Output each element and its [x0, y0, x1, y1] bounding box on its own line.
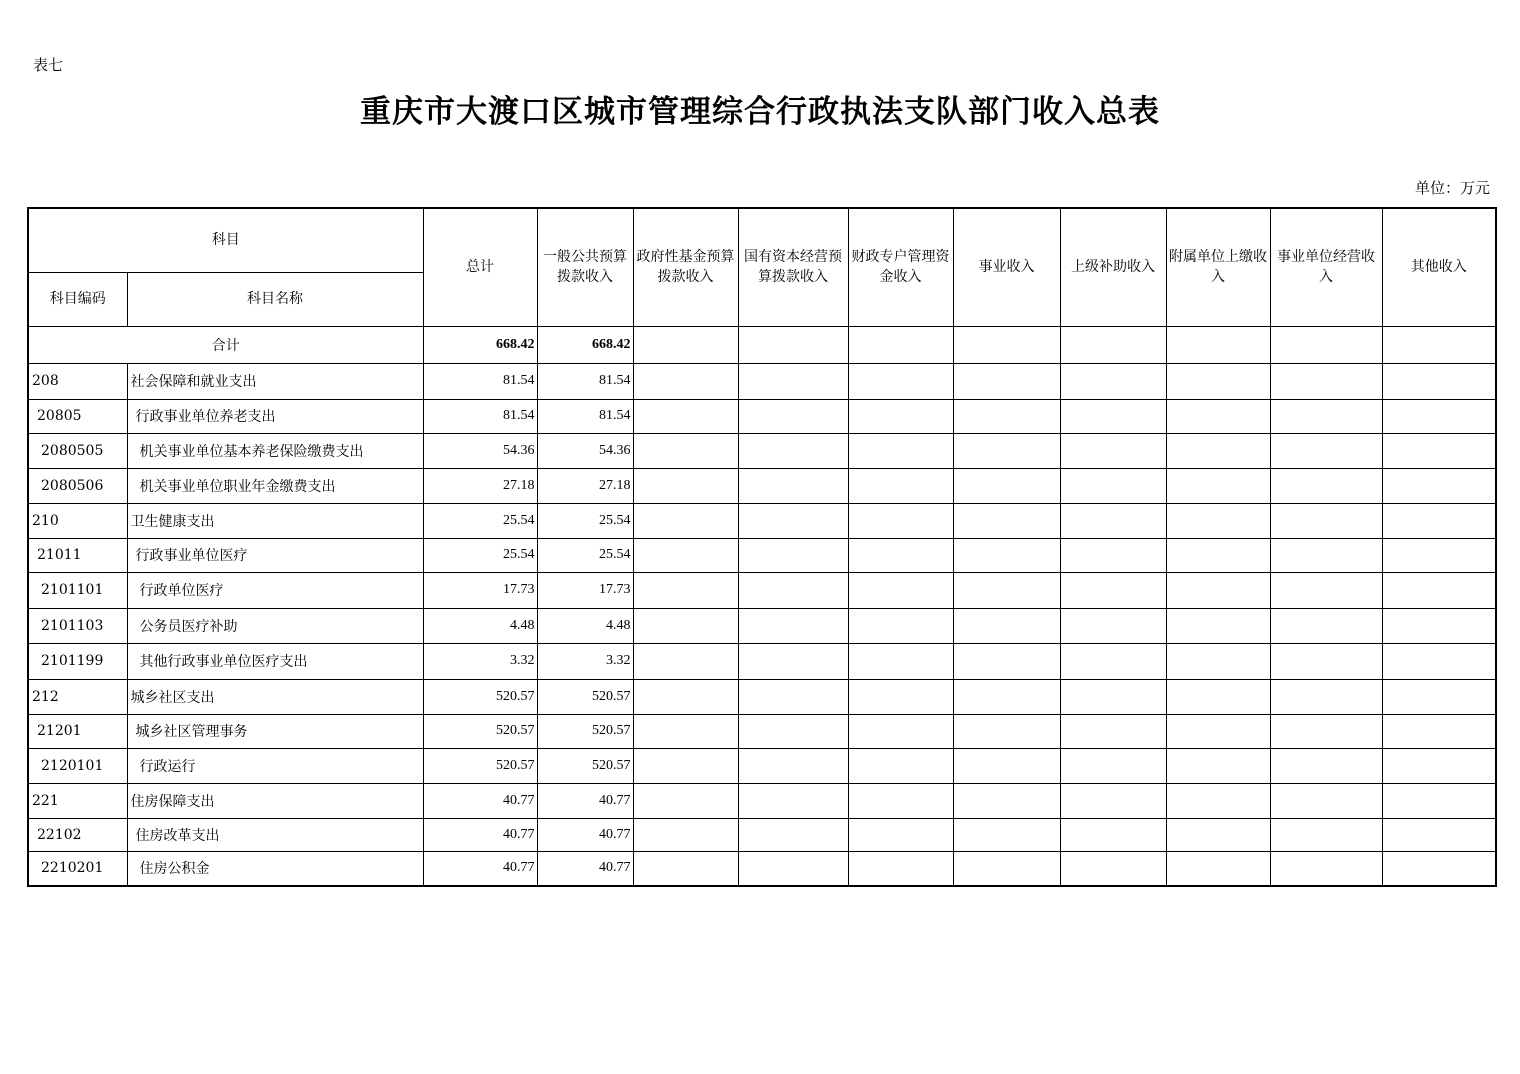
total-row	[28, 326, 1496, 363]
empty-cell	[1382, 608, 1496, 643]
empty-cell	[1166, 363, 1270, 399]
row-total: 81.54	[423, 363, 537, 399]
empty-cell	[953, 433, 1060, 468]
empty-cell	[1382, 399, 1496, 433]
empty-cell	[953, 608, 1060, 643]
empty-cell	[1166, 503, 1270, 538]
empty-cell	[1166, 538, 1270, 572]
empty-cell	[1270, 468, 1382, 503]
empty-cell	[1060, 679, 1166, 714]
header-superior-subsidy: 上级补助收入	[1060, 208, 1166, 326]
row-total: 25.54	[423, 538, 537, 572]
table-row	[28, 851, 1496, 886]
empty-cell	[633, 326, 738, 363]
empty-cell	[633, 468, 738, 503]
row-name: 行政单位医疗	[127, 572, 423, 608]
income-summary-table	[27, 207, 1497, 887]
header-operating-income: 事业单位经营收入	[1270, 208, 1382, 326]
page-title: 重庆市大渡口区城市管理综合行政执法支队部门收入总表	[360, 94, 1160, 130]
row-total: 520.57	[423, 714, 537, 748]
empty-cell	[1060, 783, 1166, 818]
header-subject: 科目	[28, 208, 423, 272]
total-label: 合计	[28, 326, 423, 363]
empty-cell	[1382, 468, 1496, 503]
table-row	[28, 748, 1496, 783]
empty-cell	[1060, 503, 1166, 538]
empty-cell	[1270, 608, 1382, 643]
row-name: 机关事业单位基本养老保险缴费支出	[127, 433, 423, 468]
empty-cell	[953, 783, 1060, 818]
empty-cell	[738, 399, 848, 433]
empty-cell	[1166, 326, 1270, 363]
empty-cell	[848, 783, 953, 818]
empty-cell	[738, 851, 848, 886]
header-code: 科目编码	[28, 272, 127, 326]
empty-cell	[953, 503, 1060, 538]
table-row	[28, 679, 1496, 714]
empty-cell	[848, 363, 953, 399]
empty-cell	[633, 363, 738, 399]
row-name: 其他行政事业单位医疗支出	[127, 643, 423, 679]
empty-cell	[738, 748, 848, 783]
empty-cell	[1060, 643, 1166, 679]
empty-cell	[953, 326, 1060, 363]
empty-cell	[633, 433, 738, 468]
header-name: 科目名称	[127, 272, 423, 326]
row-general-budget: 40.77	[537, 851, 633, 886]
table-label: 表七	[33, 56, 64, 74]
empty-cell	[633, 679, 738, 714]
empty-cell	[633, 714, 738, 748]
row-total: 25.54	[423, 503, 537, 538]
empty-cell	[848, 468, 953, 503]
empty-cell	[1166, 433, 1270, 468]
empty-cell	[738, 503, 848, 538]
empty-cell	[1270, 326, 1382, 363]
total-total: 668.42	[423, 326, 537, 363]
row-code: 2080505	[28, 433, 127, 468]
empty-cell	[848, 748, 953, 783]
row-general-budget: 520.57	[537, 748, 633, 783]
empty-cell	[848, 714, 953, 748]
empty-cell	[1270, 538, 1382, 572]
empty-cell	[1270, 783, 1382, 818]
empty-cell	[953, 572, 1060, 608]
empty-cell	[1270, 399, 1382, 433]
empty-cell	[1166, 783, 1270, 818]
empty-cell	[1382, 503, 1496, 538]
row-name: 公务员医疗补助	[127, 608, 423, 643]
empty-cell	[1166, 818, 1270, 851]
table-row	[28, 643, 1496, 679]
table-row	[28, 433, 1496, 468]
row-general-budget: 27.18	[537, 468, 633, 503]
table-row	[28, 538, 1496, 572]
row-general-budget: 40.77	[537, 783, 633, 818]
table-row	[28, 468, 1496, 503]
row-general-budget: 3.32	[537, 643, 633, 679]
empty-cell	[848, 572, 953, 608]
empty-cell	[738, 363, 848, 399]
empty-cell	[848, 643, 953, 679]
empty-cell	[953, 851, 1060, 886]
empty-cell	[1382, 572, 1496, 608]
row-total: 520.57	[423, 679, 537, 714]
empty-cell	[848, 503, 953, 538]
empty-cell	[633, 399, 738, 433]
empty-cell	[1060, 748, 1166, 783]
empty-cell	[738, 608, 848, 643]
empty-cell	[848, 608, 953, 643]
empty-cell	[1382, 679, 1496, 714]
row-total: 4.48	[423, 608, 537, 643]
total-general-budget: 668.42	[537, 326, 633, 363]
empty-cell	[633, 818, 738, 851]
empty-cell	[953, 679, 1060, 714]
row-total: 17.73	[423, 572, 537, 608]
row-general-budget: 25.54	[537, 503, 633, 538]
row-total: 54.36	[423, 433, 537, 468]
empty-cell	[848, 399, 953, 433]
row-name: 住房改革支出	[127, 818, 423, 851]
empty-cell	[633, 851, 738, 886]
empty-cell	[1166, 748, 1270, 783]
empty-cell	[1270, 714, 1382, 748]
row-code: 2080506	[28, 468, 127, 503]
empty-cell	[1382, 326, 1496, 363]
empty-cell	[1060, 538, 1166, 572]
empty-cell	[738, 643, 848, 679]
header-state-capital: 国有资本经营预算拨款收入	[738, 208, 848, 326]
row-general-budget: 4.48	[537, 608, 633, 643]
header-gov-fund: 政府性基金预算拨款收入	[633, 208, 738, 326]
row-code: 2101103	[28, 608, 127, 643]
empty-cell	[1382, 851, 1496, 886]
row-name: 行政事业单位养老支出	[127, 399, 423, 433]
row-general-budget: 520.57	[537, 679, 633, 714]
empty-cell	[633, 783, 738, 818]
empty-cell	[1270, 818, 1382, 851]
row-name: 住房保障支出	[127, 783, 423, 818]
empty-cell	[1382, 714, 1496, 748]
empty-cell	[633, 748, 738, 783]
empty-cell	[1060, 851, 1166, 886]
empty-cell	[633, 503, 738, 538]
table-row	[28, 399, 1496, 433]
empty-cell	[1270, 363, 1382, 399]
empty-cell	[1166, 468, 1270, 503]
empty-cell	[738, 468, 848, 503]
empty-cell	[1270, 643, 1382, 679]
row-general-budget: 81.54	[537, 363, 633, 399]
row-code: 2101101	[28, 572, 127, 608]
header-business-income: 事业收入	[953, 208, 1060, 326]
row-total: 3.32	[423, 643, 537, 679]
empty-cell	[738, 783, 848, 818]
empty-cell	[1270, 433, 1382, 468]
empty-cell	[953, 399, 1060, 433]
empty-cell	[1060, 399, 1166, 433]
empty-cell	[1166, 851, 1270, 886]
empty-cell	[848, 326, 953, 363]
row-total: 81.54	[423, 399, 537, 433]
empty-cell	[848, 679, 953, 714]
header-affiliated-units: 附属单位上缴收入	[1166, 208, 1270, 326]
row-general-budget: 17.73	[537, 572, 633, 608]
empty-cell	[848, 538, 953, 572]
row-code: 21011	[28, 538, 127, 572]
empty-cell	[1166, 643, 1270, 679]
row-general-budget: 25.54	[537, 538, 633, 572]
empty-cell	[848, 433, 953, 468]
empty-cell	[953, 714, 1060, 748]
header-other-income: 其他收入	[1382, 208, 1496, 326]
empty-cell	[738, 326, 848, 363]
empty-cell	[1382, 818, 1496, 851]
empty-cell	[1270, 503, 1382, 538]
row-code: 221	[28, 783, 127, 818]
row-total: 40.77	[423, 783, 537, 818]
empty-cell	[738, 679, 848, 714]
empty-cell	[1270, 851, 1382, 886]
row-name: 卫生健康支出	[127, 503, 423, 538]
row-code: 208	[28, 363, 127, 399]
row-code: 2120101	[28, 748, 127, 783]
empty-cell	[633, 538, 738, 572]
row-general-budget: 81.54	[537, 399, 633, 433]
empty-cell	[633, 572, 738, 608]
empty-cell	[1060, 818, 1166, 851]
empty-cell	[848, 851, 953, 886]
row-total: 27.18	[423, 468, 537, 503]
empty-cell	[953, 643, 1060, 679]
empty-cell	[738, 572, 848, 608]
empty-cell	[1060, 714, 1166, 748]
empty-cell	[1270, 748, 1382, 783]
row-name: 行政运行	[127, 748, 423, 783]
header-general-budget: 一般公共预算拨款收入	[537, 208, 633, 326]
table-row	[28, 503, 1496, 538]
empty-cell	[1270, 572, 1382, 608]
row-code: 212	[28, 679, 127, 714]
empty-cell	[1060, 608, 1166, 643]
table-row	[28, 572, 1496, 608]
empty-cell	[738, 818, 848, 851]
row-name: 机关事业单位职业年金缴费支出	[127, 468, 423, 503]
empty-cell	[848, 818, 953, 851]
row-name: 社会保障和就业支出	[127, 363, 423, 399]
row-code: 20805	[28, 399, 127, 433]
row-code: 2210201	[28, 851, 127, 886]
empty-cell	[953, 363, 1060, 399]
empty-cell	[1166, 399, 1270, 433]
empty-cell	[1060, 363, 1166, 399]
table-row	[28, 818, 1496, 851]
empty-cell	[1166, 679, 1270, 714]
row-code: 2101199	[28, 643, 127, 679]
row-general-budget: 520.57	[537, 714, 633, 748]
row-name: 住房公积金	[127, 851, 423, 886]
row-total: 40.77	[423, 818, 537, 851]
empty-cell	[1060, 326, 1166, 363]
row-general-budget: 40.77	[537, 818, 633, 851]
empty-cell	[953, 468, 1060, 503]
empty-cell	[1060, 468, 1166, 503]
table-row	[28, 608, 1496, 643]
header-special-account: 财政专户管理资金收入	[848, 208, 953, 326]
empty-cell	[953, 818, 1060, 851]
table-row	[28, 363, 1496, 399]
unit-label: 单位：万元	[1414, 179, 1490, 197]
empty-cell	[953, 538, 1060, 572]
empty-cell	[1382, 538, 1496, 572]
row-name: 城乡社区支出	[127, 679, 423, 714]
empty-cell	[738, 433, 848, 468]
table-row	[28, 783, 1496, 818]
row-code: 22102	[28, 818, 127, 851]
empty-cell	[1166, 608, 1270, 643]
row-total: 520.57	[423, 748, 537, 783]
row-code: 210	[28, 503, 127, 538]
row-name: 城乡社区管理事务	[127, 714, 423, 748]
row-total: 40.77	[423, 851, 537, 886]
row-code: 21201	[28, 714, 127, 748]
empty-cell	[1270, 679, 1382, 714]
empty-cell	[1382, 643, 1496, 679]
empty-cell	[738, 538, 848, 572]
empty-cell	[738, 714, 848, 748]
row-general-budget: 54.36	[537, 433, 633, 468]
empty-cell	[633, 608, 738, 643]
empty-cell	[1382, 748, 1496, 783]
empty-cell	[633, 643, 738, 679]
empty-cell	[953, 748, 1060, 783]
empty-cell	[1060, 433, 1166, 468]
row-name: 行政事业单位医疗	[127, 538, 423, 572]
table-row	[28, 714, 1496, 748]
empty-cell	[1060, 572, 1166, 608]
empty-cell	[1166, 572, 1270, 608]
empty-cell	[1166, 714, 1270, 748]
header-total: 总计	[423, 208, 537, 326]
empty-cell	[1382, 363, 1496, 399]
empty-cell	[1382, 783, 1496, 818]
empty-cell	[1382, 433, 1496, 468]
